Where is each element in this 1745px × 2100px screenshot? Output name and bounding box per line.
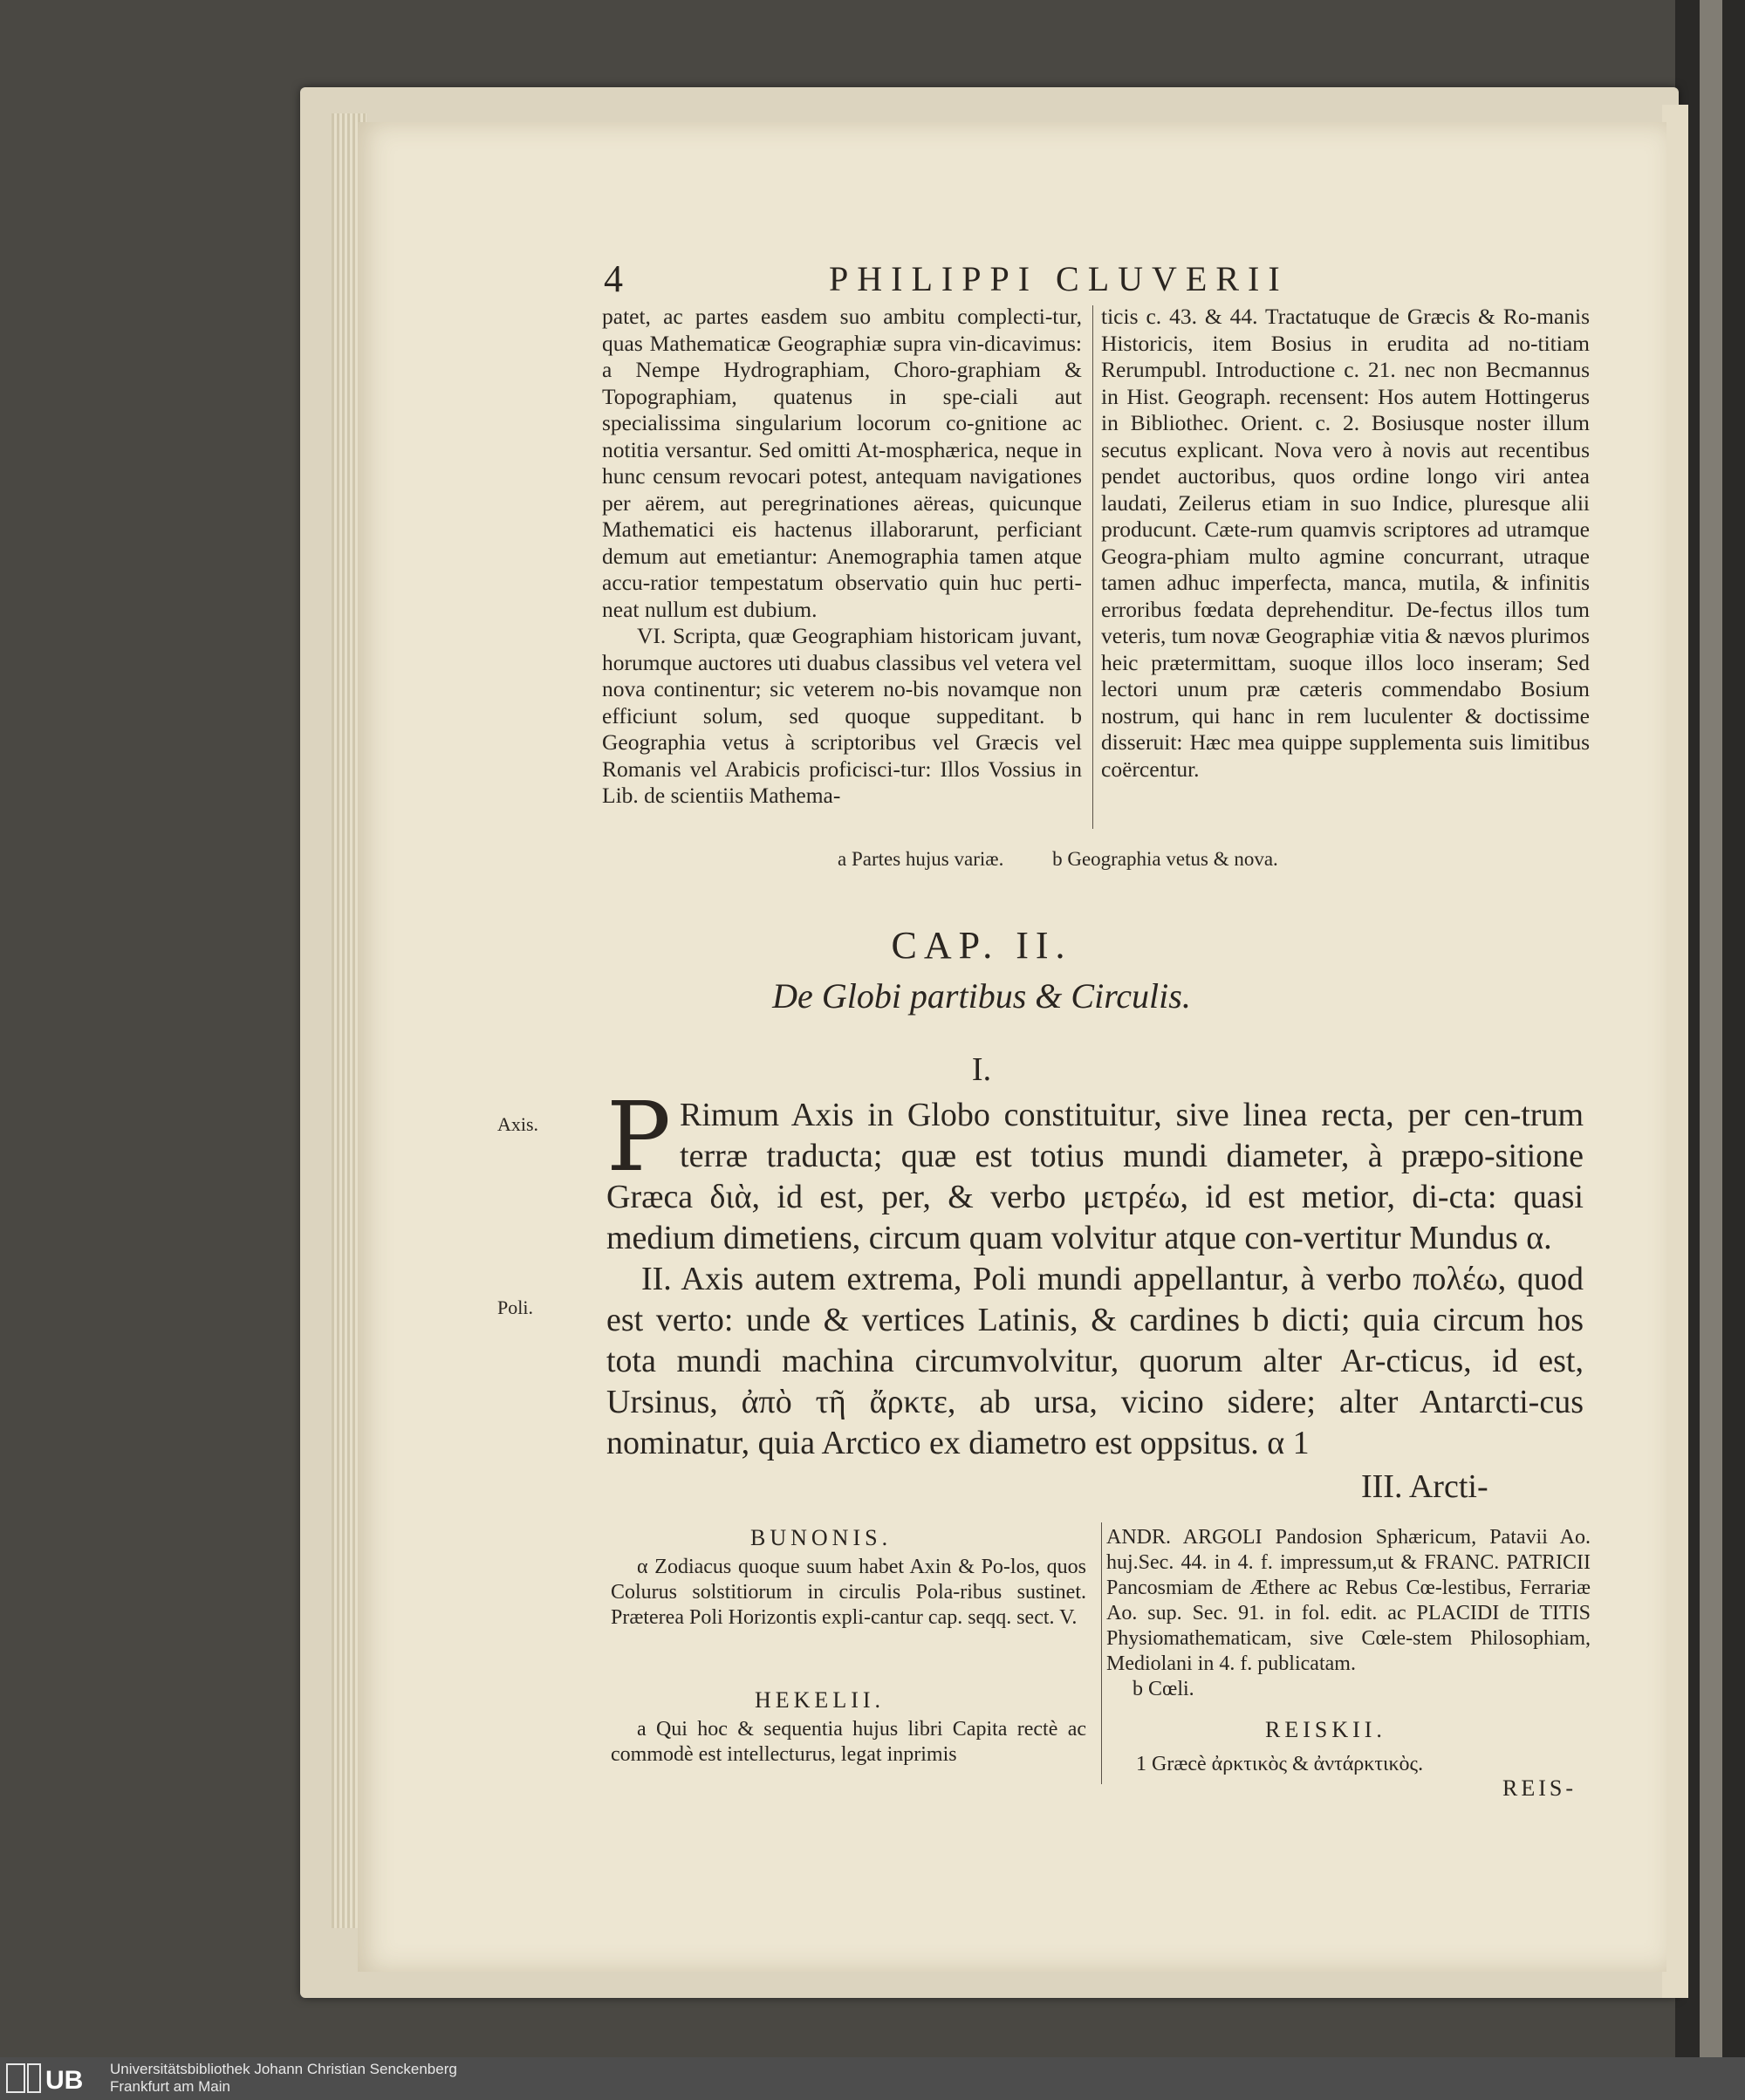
chapter-title: CAP. II. (891, 924, 1072, 967)
footnote-hekelii (611, 1717, 1086, 1768)
chapter-body (606, 1081, 1584, 1464)
footnote-bunonis (611, 1555, 1086, 1631)
right-paragraph-1: ticis c. 43. & 44. Tractatuque de Græcis & Ro-manis Historicis, item Bosius in erudita ad no-titiam Rerumpubl. Introductione c. 21. nec non Becmannus in Hist. Geograph. recensent: Hos autem Hottingerus in Bibliothec. Orient. c. 2. Bosiusque noster illum secutus explicant. Nova vero à novis aut recentibus pendet auctoribus, quos ordine longo viri antea laudati, Zeilerus etiam in suo Indice, pluresque alii producunt. Cæte-rum quamvis scriptores ad utramque Geogra-phiam multo agmine concurrant, utraque tamen adhuc imperfecta, manca, mutila, & infinitis erroribus fœdata deprehenditur. De-fectus illos tum veteris, tum novæ Geographiæ vitia & nævos plurimos heic prætermittam, suoque illos loco inseram; Sed lectori unum præ cæteris commendabo Bosium nostrum, qui hanc in rem luculenter & doctissime disseruit: Hæc mea quippe supplementa suis limitibus coërcentur. (1101, 304, 1590, 782)
column-divider (1092, 305, 1093, 829)
page-number: 4 (604, 257, 623, 300)
left-paragraph-1: patet, ac partes easdem suo ambitu complecti-tur, quas Mathematicæ Geographiæ supra vin-dicavimus: a Nempe Hydrographiam, Choro-graphiam & Topographiam, quatenus in spe-ciali aut specialissima singularium locorum co-gnitione ac notitia versantur. Sed omitti At-mosphærica, neque in hunc censum revocari potest, antequam navigationes per aërem, aut peregrinationes aëreas, quicunque Mathematici eis hactenus illaborarunt, perficiant demum aut emetiantur: Anemographia tamen atque accu-ratior tempestatum observatio quin huc perti-neat nullum est dubium. (602, 304, 1082, 622)
footnote-head-bunonis: BUNONIS. (750, 1525, 893, 1550)
footer-text (110, 2061, 457, 2096)
footnote-catchword: REIS- (1502, 1775, 1577, 1801)
footnote-divider (1101, 1522, 1102, 1784)
right-column (1101, 304, 1590, 783)
running-title: PHILIPPI CLUVERII (829, 259, 1289, 298)
side-label-axis: Axis. (497, 1113, 539, 1135)
footnote-right-text: ANDR. ARGOLI Pandosion Sphæricum, Patavii Ao. huj.Sec. 44. in 4. f. impressum,ut & FRANC. PATRICII Pancosmiam de Æthere ac Rebus Cœ-lestibus, Ferrariæ Ao. sup. Sec. 91. in fol. edit. ac PLACIDI de TITIS Physiomathematicam, sive Cœle-stem Philosophiam, Mediolani in 4. f. publicatam. (1106, 1526, 1591, 1675)
footnote-head-hekelii: HEKELII. (755, 1687, 886, 1713)
body-paragraph-1 (606, 1081, 1584, 1259)
footnote-head-reiskii: REISKII. (1265, 1717, 1386, 1742)
footer-line-2: Frankfurt am Main (110, 2078, 230, 2095)
chapter-subtitle: De Globi partibus & Circulis. (772, 976, 1191, 1016)
ub-logo-text: UB (45, 2066, 84, 2095)
left-column (602, 304, 1082, 810)
ub-logo-icon (5, 2061, 108, 2096)
footnote-hekelii-text: a Qui hoc & sequentia hujus libri Capita rectè ac commodè est intellecturus, legat inprimis (611, 1718, 1086, 1766)
footnote-bunonis-text: α Zodiacus quoque suum habet Axin & Po-los, quos Colurus solstitiorum in circulis Pola-ribus sustinet. Præterea Poli Horizontis expli-cantur cap. seqq. sect. V. (611, 1556, 1086, 1629)
side-label-poli: Poli. (497, 1296, 533, 1318)
marginal-notes (838, 848, 1322, 871)
section-number: I. (971, 1051, 992, 1088)
footnote-right (1106, 1525, 1591, 1702)
footnote-reiskii-text: 1 Græcè ἀρκτικὸς & ἀντάρκτικὸς. (1136, 1753, 1424, 1775)
dropcap: P (606, 1081, 672, 1193)
scanner-edge-highlight (1700, 0, 1722, 2059)
catchword: III. Arcti- (1361, 1468, 1488, 1505)
ub-logo[interactable] (5, 2061, 108, 2096)
marginal-note-a: a Partes hujus variæ. (838, 848, 1004, 870)
footnote-reiskii (1136, 1752, 1572, 1777)
footer-line-1: Universitätsbibliothek Johann Christian Senckenberg (110, 2061, 457, 2077)
footnote-b: b Cœli. (1133, 1678, 1194, 1700)
body-paragraph-2: II. Axis autem extrema, Poli mundi appellantur, à verbo πολέω, quod est verto: unde & vertices Latinis, & cardines b dicti; quia circum hos tota mundi machina circumvolvitur, quorum alter Ar-cticus, id est, Ursinus, ἀπὸ τῆ ἄρκτε, ab ursa, vicino sidere; alter Antarcti-cus nominatur, quia Arctico ex diametro est oppsitus. α 1 (606, 1261, 1584, 1461)
body-paragraph-1-text: Rimum Axis in Globo constituitur, sive linea recta, per cen-trum terræ traducta; quæ est totius mundi diameter, à præpo-sitione Græca διὰ, id est, per, & verbo μετρέω, id est metior, di-cta: quasi medium dimetiens, circum quam volvitur atque con-vertitur Mundus α. (606, 1097, 1584, 1256)
left-paragraph-2: VI. Scripta, quæ Geographiam historicam juvant, horumque auctores uti duabus classibus vel vetera vel nova continentur; sic veterem no-bis novamque non efficiunt solum, sed quoque suppeditant. b Geographia vetus à scriptoribus vel Græcis vel Romanis vel Arabicis proficisci-tur: Illos Vossius in Lib. de scientiis Mathema- (602, 623, 1082, 808)
marginal-note-b: b Geographia vetus & nova. (1052, 848, 1278, 870)
